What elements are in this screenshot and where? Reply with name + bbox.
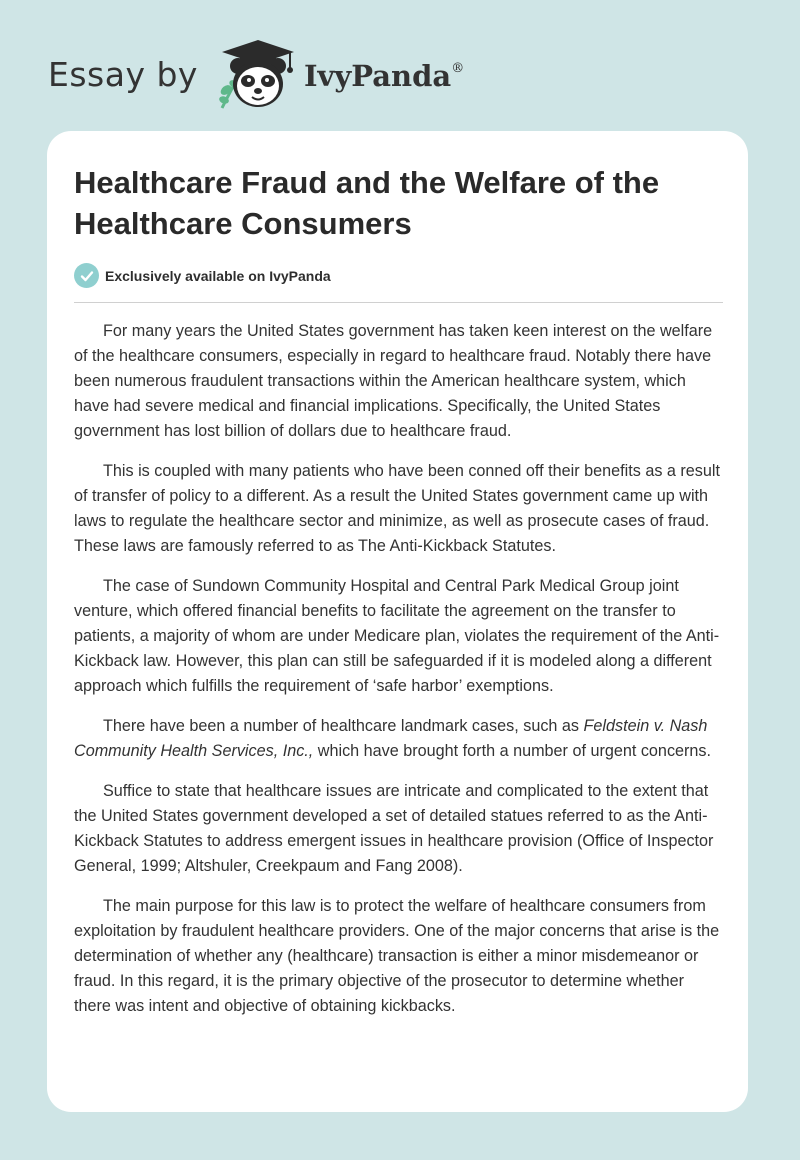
exclusive-badge	[74, 263, 331, 288]
essay-body	[74, 319, 724, 1034]
paragraph-3: The case of Sundown Community Hospital and Central Park Medical Group joint venture, which offered financial benefits to facilitate the agreement on the transfer to patients, a majority of whom are under Medicare plan, violates the requirement of the Anti-Kickback law. However, this plan can still be safeguarded if it is modeled along a different approach which fulfills the requirement of ‘safe harbor’ exemptions.	[74, 577, 720, 695]
paragraph-4-lead: There have been a number of healthcare landmark cases, such as	[103, 717, 584, 735]
exclusive-badge-label: Exclusively available on IvyPanda	[105, 267, 331, 284]
essay-by-label: Essay by	[48, 54, 198, 94]
brand-name[interactable]	[304, 59, 464, 93]
paragraph-1: For many years the United States government has taken keen interest on the welfare of the healthcare consumers, especially in regard to healthcare fraud. Notably there have been numerous fraudulent transactions within the American healthcare system, which have had severe medical and financial implications. Specifically, the United States government has lost billion of dollars due to healthcare fraud.	[74, 322, 713, 440]
case-citation: Feldstein v. Nash Community Health Services, Inc.,	[74, 717, 708, 760]
title-divider	[74, 302, 723, 303]
paragraph-4-tail: which have brought forth a number of urgent concerns.	[313, 742, 712, 760]
paragraph-4	[74, 714, 724, 764]
check-circle-icon	[74, 263, 99, 288]
brand-label: IvyPanda	[303, 59, 452, 93]
page-title: Healthcare Fraud and the Welfare of the Healthcare Consumers	[74, 165, 660, 241]
trademark-symbol: ®	[451, 61, 465, 76]
paragraph-5: Suffice to state that healthcare issues are intricate and complicated to the extent that the United States government developed a set of detailed statues referred to as the Anti-Kickback Statutes to address emergent issues in healthcare provision (Office of Inspector General, 1999; Altshuler, Creekpaum and Fang 2008).	[74, 782, 714, 875]
paragraph-2: This is coupled with many patients who have been conned off their benefits as a result of transfer of policy to a different. As a result the United States government came up with laws to regulate the healthcare sector and minimize, as well as prosecute cases of fraud. These laws are famously referred to as The Anti-Kickback Statutes.	[74, 462, 720, 555]
essay-card	[47, 131, 748, 1112]
panda-graduate-icon[interactable]	[212, 34, 302, 114]
paragraph-6: The main purpose for this law is to protect the welfare of healthcare consumers from exploitation by fraudulent healthcare providers. One of the major concerns that arise is the determination of whether any (healthcare) transaction is either a minor misdemeanor or fraud. In this regard, it is the primary objective of the prosecutor to determine whether there was intent and objective of obtaining kickbacks.	[74, 897, 720, 1015]
site-header	[48, 34, 464, 114]
